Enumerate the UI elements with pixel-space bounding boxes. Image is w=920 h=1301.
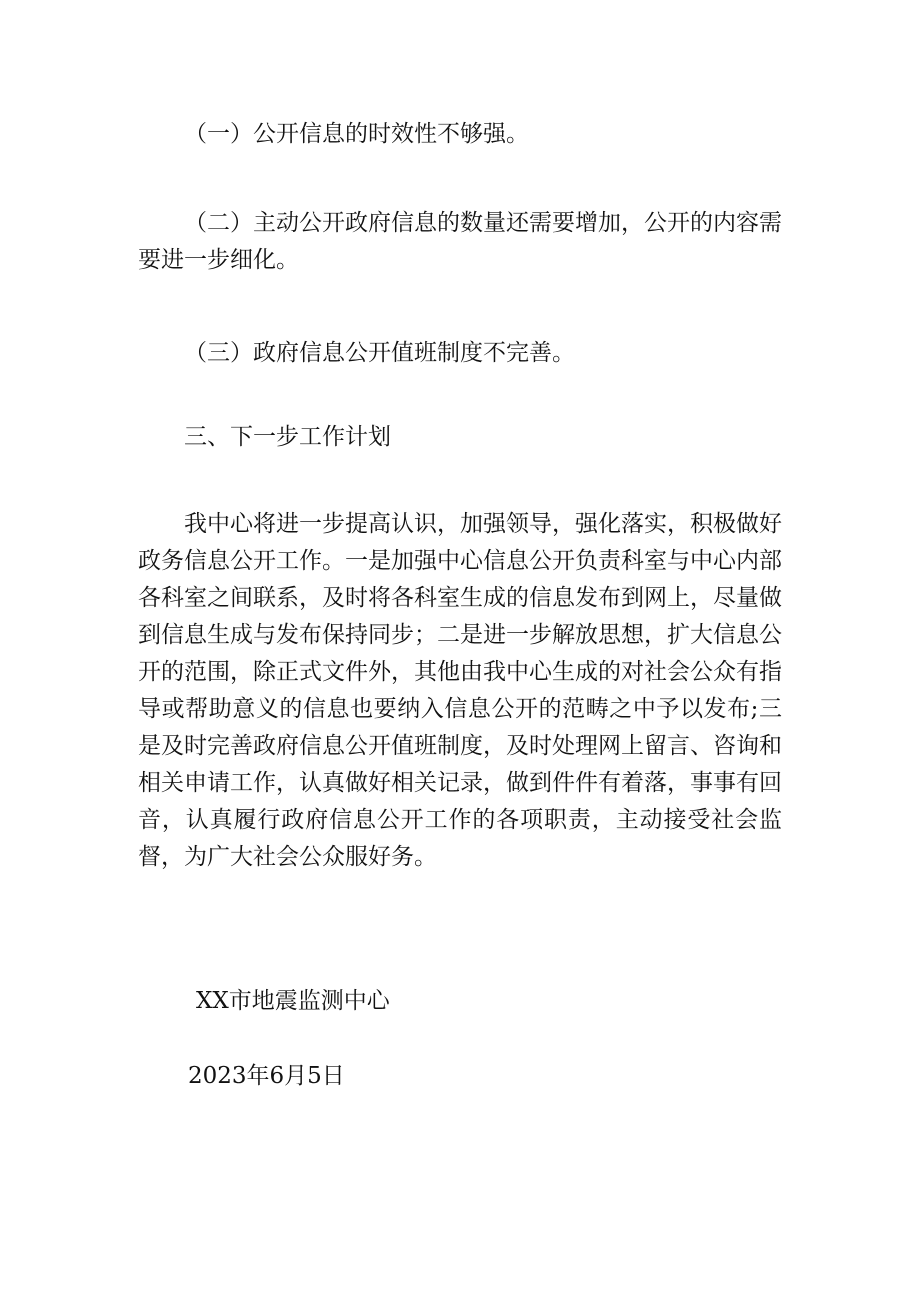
signature-org: XX市地震监测中心 bbox=[196, 988, 390, 1014]
section-heading: 三、下一步工作计划 bbox=[184, 424, 391, 450]
item-three: （三）政府信息公开值班制度不完善。 bbox=[184, 340, 575, 366]
item-two: （二）主动公开政府信息的数量还需要增加，公开的内容需要进一步细化。 bbox=[138, 210, 782, 273]
plan-paragraph: 我中心将进一步提高认识，加强领导，强化落实，积极做好政务信息公开工作。一是加强中心信息公开负责科室与中心内部各科室之间联系，及时将各科室生成的信息发布到网上，尽量做到信息生成与发布保持同步；二是进一步解放思想，扩大信息公开的范围，除正式文件外，其他由我中心生成的对社会公众有指导或帮助意义的信息也要纳入信息公开的范畴之中予以发布;三是及时完善政府信息公开值班制度，及时处理网上留言、咨询和相关申请工作，认真做好相关记录，做到件件有着落，事事有回音，认真履行政府信息公开工作的各项职责，主动接受社会监督，为广大社会公众服好务。 bbox=[138, 511, 782, 870]
signature-date: 2023年6月5日 bbox=[188, 1063, 345, 1089]
item-one: （一）公开信息的时效性不够强。 bbox=[184, 121, 529, 147]
